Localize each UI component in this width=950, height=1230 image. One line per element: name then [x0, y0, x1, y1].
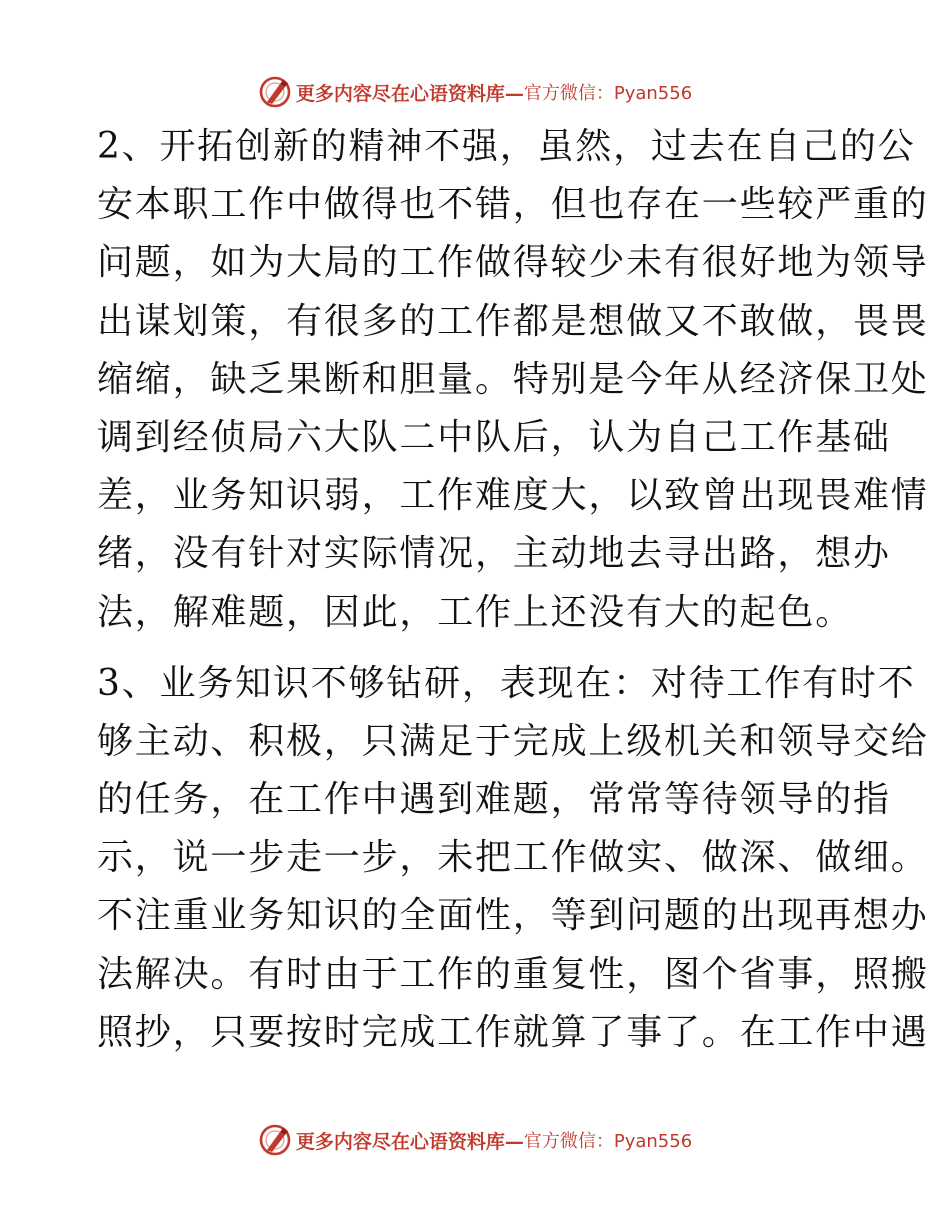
text-line: 问题，如为大局的工作做得较少未有很好地为领导 [97, 242, 929, 284]
footer-banner-text: 更多内容尽在心语资料库— [295, 1130, 524, 1153]
text-line: 够主动、积极，只满足于完成上级机关和领导交给 [97, 720, 929, 762]
text-line: 出谋划策，有很多的工作都是想做又不敢做，畏畏 [97, 300, 929, 342]
text-line: 调到经侦局六大队二中队后，认为自己工作基础 [97, 416, 891, 458]
text-line: 示，说一步走一步，未把工作做实、做深、做细。 [97, 837, 929, 879]
paragraph-3 [97, 655, 929, 1062]
text-line: 差，业务知识弱，工作难度大，以致曾出现畏难情 [97, 475, 929, 517]
footer-banner [0, 1120, 950, 1160]
header-banner-text: 更多内容尽在心语资料库— [295, 82, 524, 105]
document-body [97, 118, 929, 1062]
pen-nib-logo-icon [258, 75, 292, 109]
header-wechat-text: 官方微信：Pyan556 [523, 83, 693, 104]
text-line: 3、业务知识不够钻研，表现在：对待工作有时不 [97, 662, 916, 704]
pen-nib-logo-icon [258, 1123, 292, 1157]
text-line: 法，解难题，因此，工作上还没有大的起色。 [97, 591, 854, 633]
text-line: 绪，没有针对实际情况，主动地去寻出路，想办 [97, 533, 891, 575]
header-banner [0, 72, 950, 112]
text-line: 缩缩，缺乏果断和胆量。特别是今年从经济保卫处 [97, 358, 929, 400]
text-line: 照抄，只要按时完成工作就算了事了。在工作中遇 [97, 1011, 929, 1053]
text-line: 不注重业务知识的全面性，等到问题的出现再想办 [97, 895, 929, 937]
text-line: 的任务，在工作中遇到难题，常常等待领导的指 [97, 779, 891, 821]
text-line: 安本职工作中做得也不错，但也存在一些较严重的 [97, 184, 929, 226]
footer-wechat-text: 官方微信：Pyan556 [523, 1131, 693, 1152]
paragraph-2 [97, 118, 929, 642]
text-line: 2、开拓创新的精神不强，虽然，过去在自己的公 [97, 126, 916, 167]
text-line: 法解决。有时由于工作的重复性，图个省事，照搬 [97, 953, 929, 995]
